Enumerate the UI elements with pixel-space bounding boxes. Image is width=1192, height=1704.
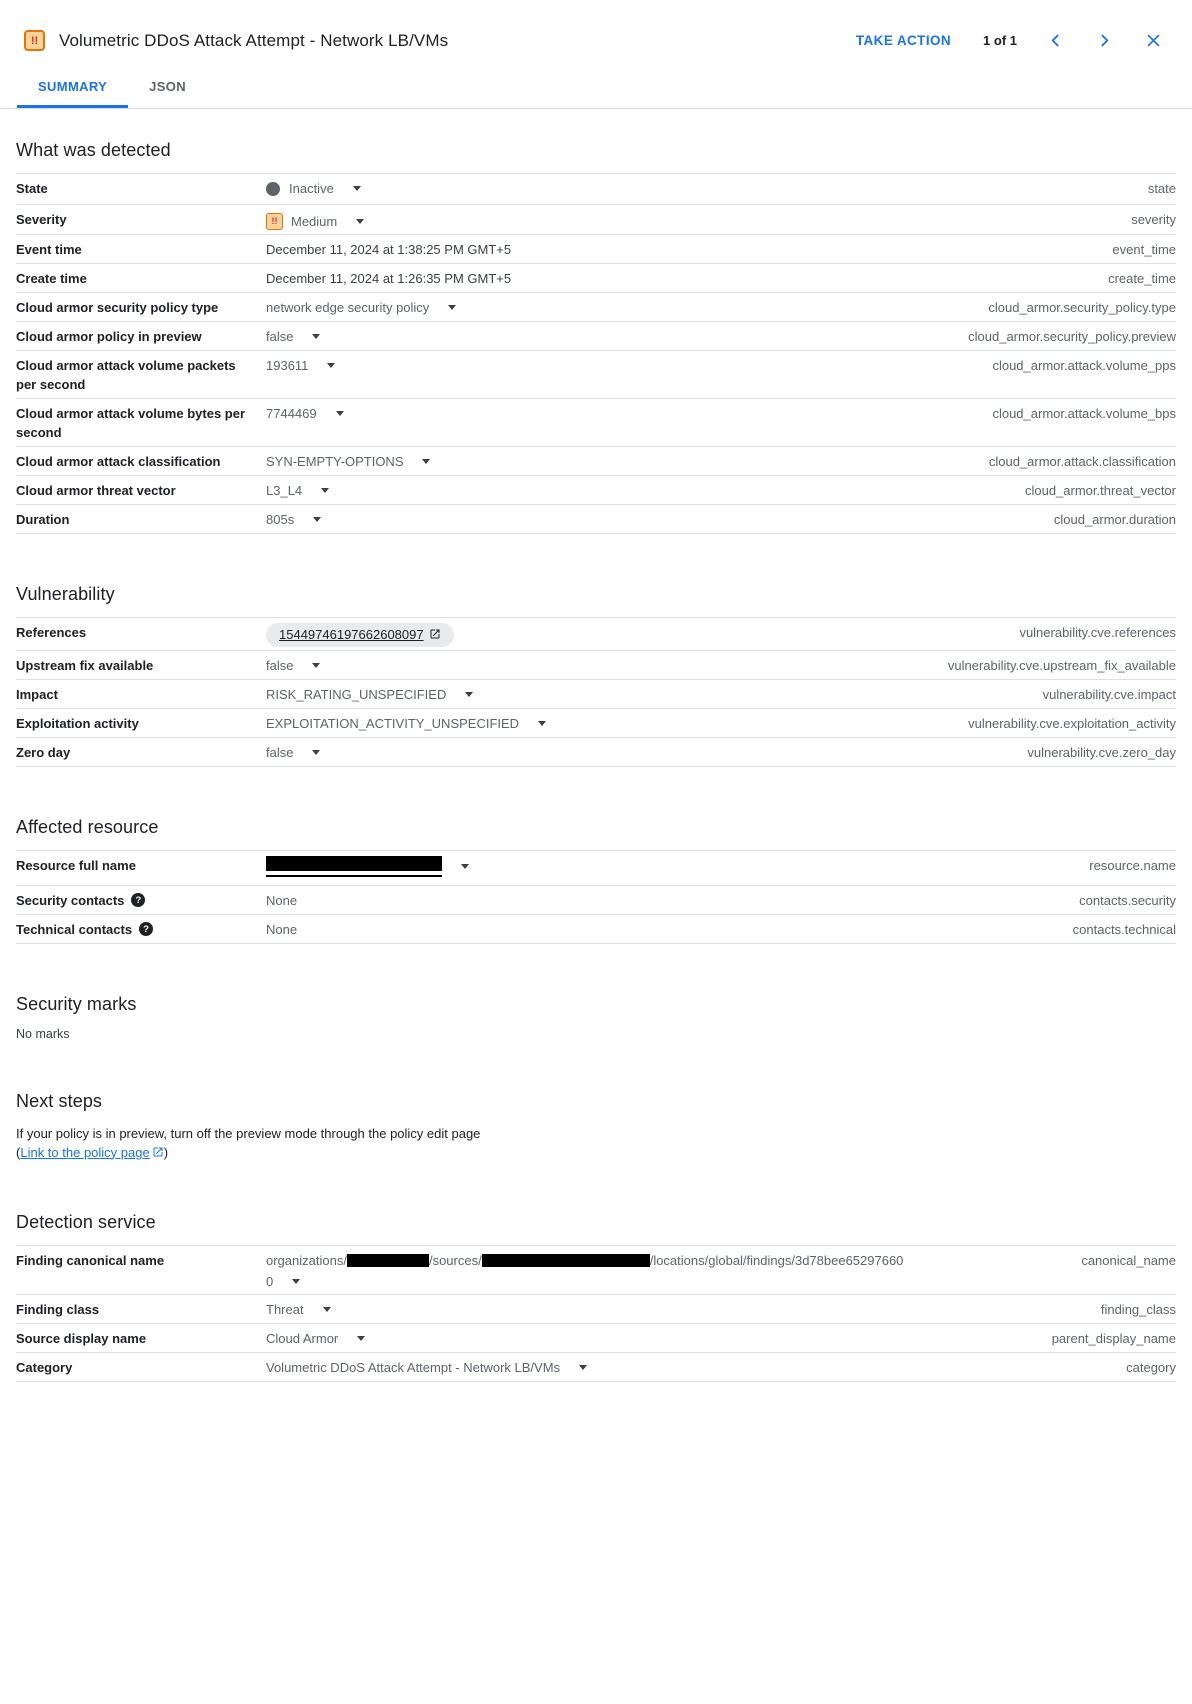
table-row-upstream-fix: [16, 651, 1176, 680]
row-value: [266, 178, 938, 201]
table-row-zero-day: [16, 738, 1176, 767]
take-action-button[interactable]: TAKE ACTION: [848, 27, 959, 54]
row-key: cloud_armor.security_policy.preview: [968, 328, 1176, 344]
row-key: event_time: [1112, 241, 1176, 257]
dropdown-arrow-icon[interactable]: [312, 334, 320, 339]
table-row-policy-preview: [16, 322, 1176, 351]
row-label: References: [16, 624, 87, 640]
table-row-impact: [16, 680, 1176, 709]
dropdown-arrow-icon[interactable]: [323, 1307, 331, 1312]
row-value: [266, 1250, 938, 1291]
row-value-text: false: [266, 328, 294, 344]
row-value-text: Cloud Armor: [266, 1330, 339, 1346]
row-value: [266, 326, 938, 346]
row-value: [266, 1328, 938, 1348]
table-row-state: [16, 174, 1176, 205]
row-key: create_time: [1108, 270, 1176, 286]
row-value: December 11, 2024 at 1:26:35 PM GMT+5: [266, 270, 512, 286]
row-value: [266, 209, 938, 231]
open-in-new-icon[interactable]: [152, 1146, 164, 1158]
tab-bar: [0, 67, 1192, 109]
row-key: cloud_armor.duration: [1053, 511, 1176, 527]
previous-finding-button[interactable]: [1043, 28, 1068, 53]
severity-glyph: !!: [271, 215, 278, 226]
value-dropdown[interactable]: [266, 404, 344, 423]
row-value: [266, 509, 938, 529]
row-label: Event time: [16, 241, 82, 257]
finding-detail-content: [0, 140, 1192, 1382]
dropdown-arrow-icon[interactable]: [292, 1279, 300, 1284]
value-dropdown[interactable]: [266, 1300, 331, 1319]
row-value-text: Volumetric DDoS Attack Attempt - Network LB/VMs: [266, 1359, 561, 1375]
value-dropdown[interactable]: [266, 481, 329, 500]
chevron-right-icon: [1096, 32, 1113, 49]
dropdown-arrow-icon[interactable]: [465, 692, 473, 697]
row-value-text: Inactive: [289, 181, 334, 196]
section-title-next-steps: Next steps: [16, 1090, 103, 1111]
table-row-references: [16, 618, 1176, 651]
row-label: State: [16, 181, 48, 196]
table-row-create-time: [16, 264, 1176, 293]
row-value-text: SYN-EMPTY-OPTIONS: [266, 453, 404, 469]
row-key: state: [1147, 181, 1176, 196]
row-value: [266, 622, 938, 647]
table-row-technical-contacts: [16, 915, 1176, 944]
value-dropdown[interactable]: [266, 452, 430, 471]
next-finding-button[interactable]: [1092, 28, 1117, 53]
dropdown-arrow-icon[interactable]: [356, 219, 364, 224]
row-value: [266, 403, 938, 423]
row-key: cloud_armor.attack.volume_bps: [992, 405, 1176, 421]
tab-json[interactable]: JSON: [149, 79, 186, 94]
finding-header: [0, 0, 1192, 54]
row-value-text: Medium: [291, 213, 338, 229]
row-label: Exploitation activity: [16, 715, 139, 731]
table-row-finding-class: [16, 1295, 1176, 1324]
dropdown-arrow-icon[interactable]: [538, 721, 546, 726]
close-icon: [1145, 32, 1162, 49]
table-row-duration: [16, 505, 1176, 534]
section-title-detection-service: Detection service: [16, 1211, 156, 1232]
chevron-left-icon: [1047, 32, 1064, 49]
reference-link-chip[interactable]: [266, 623, 454, 647]
row-label: Source display name: [16, 1330, 147, 1346]
open-in-new-icon: [429, 628, 441, 640]
row-value-text: 805s: [266, 511, 295, 527]
row-value-text: network edge security policy: [266, 299, 430, 315]
row-value-text: Threat: [266, 1301, 304, 1317]
row-label: [16, 919, 266, 940]
row-key: contacts.security: [1079, 892, 1176, 908]
row-label: Cloud armor attack classification: [16, 453, 221, 469]
table-row-category: [16, 1353, 1176, 1382]
dropdown-arrow-icon[interactable]: [422, 459, 430, 464]
row-value-text: RISK_RATING_UNSPECIFIED: [266, 686, 447, 702]
canonical-name-dropdown[interactable]: 0: [266, 1272, 300, 1291]
row-value: [266, 855, 938, 882]
help-icon[interactable]: ?: [131, 893, 145, 907]
next-steps-text-close: ): [163, 1144, 169, 1160]
row-label: Cloud armor attack volume bytes per second: [16, 405, 246, 440]
no-marks-text: No marks: [16, 1026, 70, 1041]
table-row-event-time: [16, 235, 1176, 264]
table-row-canonical-name: [16, 1246, 1176, 1295]
canonical-name-line1: organizations/ /sources/ /locations/global/findings/3d78bee65297660: [266, 1252, 904, 1268]
page-title: Volumetric DDoS Attack Attempt - Network LB/VMs: [59, 30, 449, 50]
row-value-text: L3_L4: [266, 482, 303, 498]
row-value: None: [266, 921, 298, 937]
reference-id-text: 15449746197662608097: [279, 626, 424, 642]
section-title-vulnerability: Vulnerability: [16, 583, 115, 604]
table-row-policy-type: [16, 293, 1176, 322]
row-label: Finding class: [16, 1301, 100, 1317]
row-value-text: 7744469: [266, 405, 317, 421]
dropdown-arrow-icon[interactable]: [336, 411, 344, 416]
policy-page-link[interactable]: Link to the policy page: [20, 1144, 150, 1160]
row-value-text: 193611: [266, 357, 309, 373]
row-label: Severity: [16, 211, 67, 227]
redacted-org-id: [347, 1254, 429, 1267]
row-key: vulnerability.cve.impact: [1042, 686, 1176, 702]
row-key: vulnerability.cve.upstream_fix_available: [947, 657, 1176, 673]
row-label: Create time: [16, 270, 87, 286]
table-row-resource-full-name: [16, 851, 1176, 886]
row-label: [16, 890, 266, 911]
help-icon[interactable]: ?: [139, 922, 153, 936]
row-key: canonical_name: [1081, 1252, 1176, 1268]
row-value: [266, 1357, 938, 1377]
value-dropdown[interactable]: [266, 685, 473, 704]
row-value: [266, 451, 938, 471]
section-title-what-was-detected: What was detected: [16, 140, 171, 160]
table-row-volume-pps: [16, 351, 1176, 399]
row-key: cloud_armor.attack.volume_pps: [992, 357, 1176, 373]
value-dropdown[interactable]: [266, 656, 320, 675]
dropdown-arrow-icon[interactable]: [312, 750, 320, 755]
next-steps-text: If your policy is in preview, turn off the preview mode through the policy edit page (: [16, 1125, 481, 1160]
vulnerability-table: [16, 617, 1176, 767]
row-value: [266, 1299, 938, 1319]
row-key: cloud_armor.attack.classification: [988, 453, 1176, 469]
row-key: vulnerability.cve.zero_day: [1027, 744, 1176, 760]
redacted-source-id: [482, 1254, 650, 1267]
next-steps-paragraph: [16, 1124, 490, 1162]
row-value: [266, 655, 936, 675]
row-key: finding_class: [1100, 1301, 1176, 1317]
row-label: Resource full name: [16, 857, 136, 873]
row-label: Cloud armor attack volume packets per second: [16, 357, 236, 392]
dropdown-arrow-icon[interactable]: [357, 1336, 365, 1341]
severity-dropdown[interactable]: [266, 212, 364, 231]
dropdown-arrow-icon[interactable]: [353, 186, 361, 191]
what-was-detected-table: [16, 173, 1176, 534]
row-value-text: EXPLOITATION_ACTIVITY_UNSPECIFIED: [266, 715, 520, 731]
dropdown-arrow-icon[interactable]: [579, 1365, 587, 1370]
row-label: Impact: [16, 686, 58, 702]
dropdown-arrow-icon[interactable]: [448, 305, 456, 310]
table-row-severity: [16, 205, 1176, 235]
row-label-text: Security contacts: [16, 892, 125, 908]
row-key: category: [1126, 1359, 1176, 1375]
row-value-text: false: [266, 657, 294, 673]
value-dropdown[interactable]: [266, 298, 456, 317]
row-value: [266, 297, 938, 317]
row-value: [266, 742, 938, 762]
detection-service-table: [16, 1245, 1176, 1382]
close-panel-button[interactable]: [1141, 28, 1166, 53]
row-key: severity: [1131, 211, 1176, 227]
section-title-security-marks: Security marks: [16, 993, 137, 1014]
tab-summary[interactable]: SUMMARY: [17, 67, 128, 108]
table-row-classification: [16, 447, 1176, 476]
row-label: Finding canonical name: [16, 1252, 165, 1268]
state-dropdown[interactable]: [266, 179, 361, 198]
row-value: December 11, 2024 at 1:38:25 PM GMT+5: [266, 241, 512, 257]
section-title-affected-resource: Affected resource: [16, 816, 159, 837]
pagination-counter: 1 of 1: [983, 33, 1017, 48]
value-dropdown[interactable]: [266, 510, 321, 529]
row-value-text: false: [266, 744, 294, 760]
row-key: resource.name: [1089, 857, 1176, 873]
dropdown-arrow-icon[interactable]: [327, 363, 335, 368]
row-label: Cloud armor policy in preview: [16, 328, 202, 344]
row-label: Category: [16, 1359, 73, 1375]
dropdown-arrow-icon[interactable]: [321, 488, 329, 493]
dropdown-arrow-icon[interactable]: [313, 517, 321, 522]
row-value: [266, 355, 938, 375]
value-dropdown[interactable]: [266, 714, 546, 733]
row-value: [266, 684, 938, 704]
resource-name-dropdown[interactable]: [266, 856, 469, 877]
table-row-security-contacts: [16, 886, 1176, 915]
value-dropdown[interactable]: [266, 1329, 365, 1348]
row-value: None: [266, 892, 298, 908]
dropdown-arrow-icon[interactable]: [312, 663, 320, 668]
severity-glyph: !!: [30, 34, 39, 47]
row-key: vulnerability.cve.exploitation_activity: [968, 715, 1176, 731]
row-key: parent_display_name: [1051, 1330, 1176, 1346]
inactive-state-icon: [266, 182, 280, 196]
medium-severity-icon: [266, 213, 283, 230]
affected-resource-table: [16, 850, 1176, 944]
table-row-threat-vector: [16, 476, 1176, 505]
redacted-resource-name: [266, 856, 442, 877]
table-row-source-display-name: [16, 1324, 1176, 1353]
dropdown-arrow-icon[interactable]: [461, 864, 469, 869]
row-value: [266, 713, 938, 733]
row-key: vulnerability.cve.references: [1019, 624, 1176, 640]
row-label: Cloud armor threat vector: [16, 482, 176, 498]
row-key: contacts.technical: [1072, 921, 1176, 937]
table-row-volume-bps: [16, 399, 1176, 447]
value-dropdown[interactable]: [266, 1358, 587, 1377]
row-value: [266, 480, 938, 500]
medium-severity-icon: [24, 30, 45, 51]
value-dropdown[interactable]: [266, 743, 320, 762]
table-row-exploitation-activity: [16, 709, 1176, 738]
row-label-text: Technical contacts: [16, 921, 133, 937]
row-key: cloud_armor.security_policy.type: [988, 299, 1176, 315]
value-dropdown[interactable]: [266, 327, 320, 346]
value-dropdown[interactable]: [266, 356, 335, 375]
header-actions: [848, 27, 1166, 54]
row-label: Upstream fix available: [16, 657, 154, 673]
row-label: Cloud armor security policy type: [16, 299, 219, 315]
row-label: Duration: [16, 511, 70, 527]
row-label: Zero day: [16, 744, 71, 760]
row-key: cloud_armor.threat_vector: [1024, 482, 1176, 498]
